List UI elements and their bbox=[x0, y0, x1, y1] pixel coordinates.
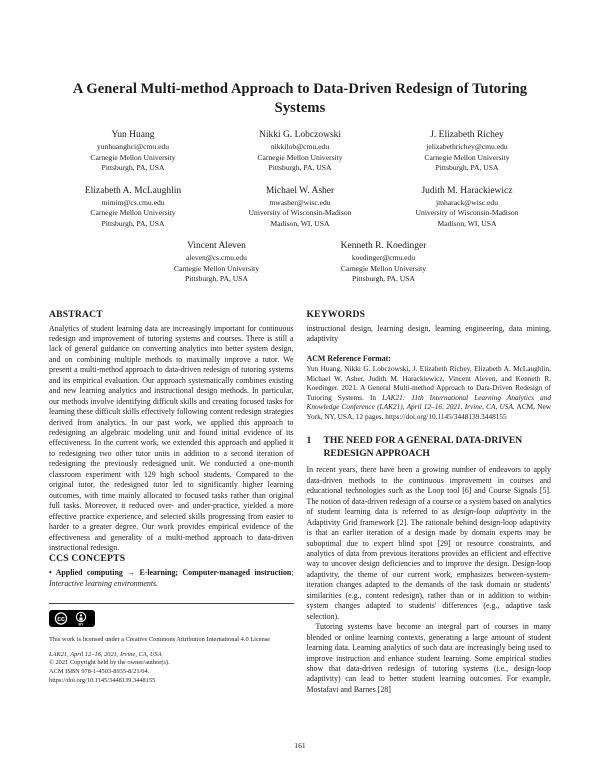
author-card bbox=[50, 185, 217, 230]
section-1-heading bbox=[307, 435, 552, 460]
author-email: aleven@cs.cmu.edu bbox=[186, 253, 247, 262]
p1-italic-term: design-loop adaptivity bbox=[453, 507, 527, 517]
author-email: mwasher@wisc.edu bbox=[269, 197, 331, 207]
author-location: Pittsburgh, PA, USA bbox=[268, 163, 332, 172]
author-name: Vincent Aleven bbox=[187, 241, 246, 251]
section-title: THE NEED FOR A GENERAL DATA-DRIVEN REDESIGN APPROACH bbox=[323, 435, 523, 459]
author-affiliation: Carnegie Mellon University bbox=[173, 263, 260, 273]
author-location: Pittsburgh, PA, USA bbox=[101, 218, 165, 228]
ccs-separator: ; bbox=[291, 568, 294, 578]
author-card bbox=[217, 129, 384, 174]
author-block bbox=[49, 129, 551, 296]
author-affiliation: Carnegie Mellon University bbox=[257, 152, 343, 162]
right-column bbox=[307, 309, 552, 696]
author-name: Judith M. Harackiewicz bbox=[421, 185, 513, 196]
author-location: Pittsburgh, PA, USA bbox=[435, 163, 499, 172]
author-email: jelizabethrichey@cmu.edu bbox=[426, 142, 508, 151]
acm-reference-heading: ACM Reference Format: bbox=[306, 354, 391, 364]
author-email: mimim@cs.cmu.edu bbox=[101, 197, 165, 207]
copyright-line: © 2021 Copyright held by the owner/author(s). bbox=[49, 659, 170, 667]
page-number: 161 bbox=[294, 741, 306, 750]
reference-authors: Yun Huang, Nikki G. Lobczowski, J. Elizabeth Richey, Elizabeth A. McLaughlin, Michael W. Asher, Judith M. Harackiewicz, Vincent Aleven, and Kenneth R. Koedinger. 2021. A General Multi-method Approach to Data-Driven Redesign of Tutoring Systems. In bbox=[306, 364, 551, 402]
author-affiliation: University of Wisconsin-Madison bbox=[415, 208, 519, 217]
author-row-2 bbox=[49, 185, 551, 241]
author-row-1 bbox=[49, 129, 551, 185]
section-number: 1 bbox=[306, 435, 312, 447]
svg-text:BY: BY bbox=[78, 622, 84, 627]
ccs-text bbox=[49, 568, 294, 589]
ccs-heading: CCS CONCEPTS bbox=[49, 553, 126, 565]
author-affiliation: Carnegie Mellon University bbox=[90, 208, 176, 217]
author-card bbox=[384, 185, 551, 230]
author-affiliation: Carnegie Mellon University bbox=[424, 152, 510, 162]
license-statement: This work is licensed under a Creative Commons Attribution International 4.0 License bbox=[49, 636, 271, 644]
author-row-3 bbox=[49, 240, 551, 296]
publication-details bbox=[49, 651, 294, 685]
author-location: Pittsburgh, PA, USA bbox=[185, 274, 248, 283]
author-name: Michael W. Asher bbox=[265, 185, 335, 196]
cc-by-icon bbox=[49, 610, 95, 627]
author-card bbox=[133, 240, 300, 285]
author-affiliation: University of Wisconsin-Madison bbox=[248, 208, 352, 217]
doi-link[interactable]: https://doi.org/10.1145/3448139.3448155 bbox=[49, 676, 156, 684]
isbn-line: ACM ISBN 978-1-4503-8935-8/21/04. bbox=[49, 668, 150, 676]
ccs-bold: • Applied computing → E-learning; Computer-managed instruction bbox=[49, 568, 292, 578]
author-location: Pittsburgh, PA, USA bbox=[352, 274, 415, 283]
author-card bbox=[50, 129, 217, 174]
author-name: Yun Huang bbox=[111, 130, 155, 140]
author-location: Madison, WI, USA bbox=[270, 218, 330, 228]
reference-venue: LAK21: 11th International Learning Analytics and Knowledge Conference (LAK21), April 12–16, 2021, Irvine, CA, USA. bbox=[306, 392, 551, 412]
author-email: nikkilob@cmu.edu bbox=[270, 142, 330, 151]
author-name: Kenneth R. Koedinger bbox=[340, 241, 427, 251]
author-name: Nikki G. Lobczowski bbox=[258, 130, 342, 140]
abstract-text: Analytics of student learning data are increasingly important for continuous redesign and improvement of tutoring systems and courses. There is still a lack of general guidance on converting analytics into better system design, and on combining multiple methods to maximally improve a tutor. We present a multi-method approach to data-driven redesign of tutoring systems and its empirical evaluation. Our approach systematically combines existing and new learning analytics and instructional design methods. In particular, our methods involve identifying difficult skills and creating focused tasks for learning these difficult skills effectively following content redesign strategies derived from analytics. In our past work, we applied this approach to redesigning an algebraic modeling unit and found initial evidence of its effectiveness. In the current work, we extended this approach and applied it to redesigning two other tutor units in addition to a second iteration of redesigning the previously redesigned unit. We conducted a one-month classroom experiment with 129 high school students. Compared to the original tutor, the redesigned tutor led to significantly higher learning outcomes, with time mainly allocated to focused tasks rather than original full tasks. Moreover, it reduced over- and under-practice, yielded a more effective practice experience, and selected skills progressing from easier to harder to a greater degree. Our work provides empirical evidence of the effectiveness and generality of a multi-method approach to data-driven instructional redesign. bbox=[49, 323, 294, 553]
author-name: Elizabeth A. McLaughlin bbox=[84, 185, 182, 196]
author-affiliation: Carnegie Mellon University bbox=[90, 152, 176, 162]
license-footnote bbox=[49, 603, 294, 685]
author-card bbox=[300, 240, 467, 285]
body-columns bbox=[49, 309, 551, 696]
keywords-heading: KEYWORDS bbox=[306, 308, 366, 320]
author-affiliation: Carnegie Mellon University bbox=[340, 263, 427, 273]
keywords-text: instructional design, learning design, learning engineering, data mining, adaptivity bbox=[306, 323, 551, 343]
section-1-paragraph-1 bbox=[307, 465, 552, 622]
p1-text-cont: in the Adaptivity Grid framework [2]. The rationale behind design-loop adaptivity is that an earlier iteration of a design made by domain experts may be suboptimal due to expert blind spot [29] or resource constraints, and analytics of data from previous iterations provides an efficient and effective way to uncover design deficiencies and to improve the design. Design-loop adaptivity, the theme of our current work, emphasizes between-system-iteration changes adapted to the demands of the task domain or students' similarities (e.g., content redesign), rather than or in addition to within-system changes adapted to students' differences (e.g., adaptive task selection). bbox=[306, 507, 551, 621]
author-email: yunhuanghci@cmu.edu bbox=[96, 142, 170, 151]
author-card bbox=[217, 185, 384, 230]
left-column bbox=[49, 309, 294, 696]
author-location: Pittsburgh, PA, USA bbox=[101, 163, 165, 172]
acm-reference-text bbox=[307, 364, 552, 421]
p1-text: In recent years, there have been a growing number of endeavors to apply data-driven methods to the continuous improvement in courses and educational technologies such as the Loop tool [6] and Course Signals [5]. The notion of data-driven redesign of a course or a system based on analytics of student learning data is referred to as bbox=[306, 465, 551, 517]
author-email: koedinger@cmu.edu bbox=[351, 253, 416, 262]
paper-title: A General Multi-method Approach to Data-Driven Redesign of Tutoring Systems bbox=[72, 81, 528, 116]
author-card bbox=[384, 129, 551, 174]
ccs-italic: Interactive learning environments. bbox=[49, 578, 159, 588]
author-name: J. Elizabeth Richey bbox=[430, 130, 504, 140]
reference-publisher-doi: ACM, New York, NY, USA, 12 pages. https://doi.org/10.1145/3448139.3448155 bbox=[306, 402, 551, 421]
cc-by-badge[interactable] bbox=[49, 610, 95, 632]
author-location: Madison, WI, USA bbox=[437, 218, 497, 228]
svg-text:cc: cc bbox=[57, 616, 65, 624]
author-email: jmharack@wisc.edu bbox=[435, 197, 499, 207]
conference-line: LAK21, April 12–16, 2021, Irvine, CA, USA bbox=[49, 650, 162, 658]
abstract-heading: ABSTRACT bbox=[49, 308, 103, 320]
section-1-paragraph-2: Tutoring systems have become an integral part of courses in many blended or online learning contexts, generating a large amount of student learning data. Learning analytics of such data are increasingly being used to improve instruction and enhance student learning. Some empirical studies show that data-driven redesign of tutoring systems (i.e., design-loop adaptivity) can lead to better student learning outcomes. For example, Mostafavi and Barnes [28] bbox=[306, 622, 551, 694]
